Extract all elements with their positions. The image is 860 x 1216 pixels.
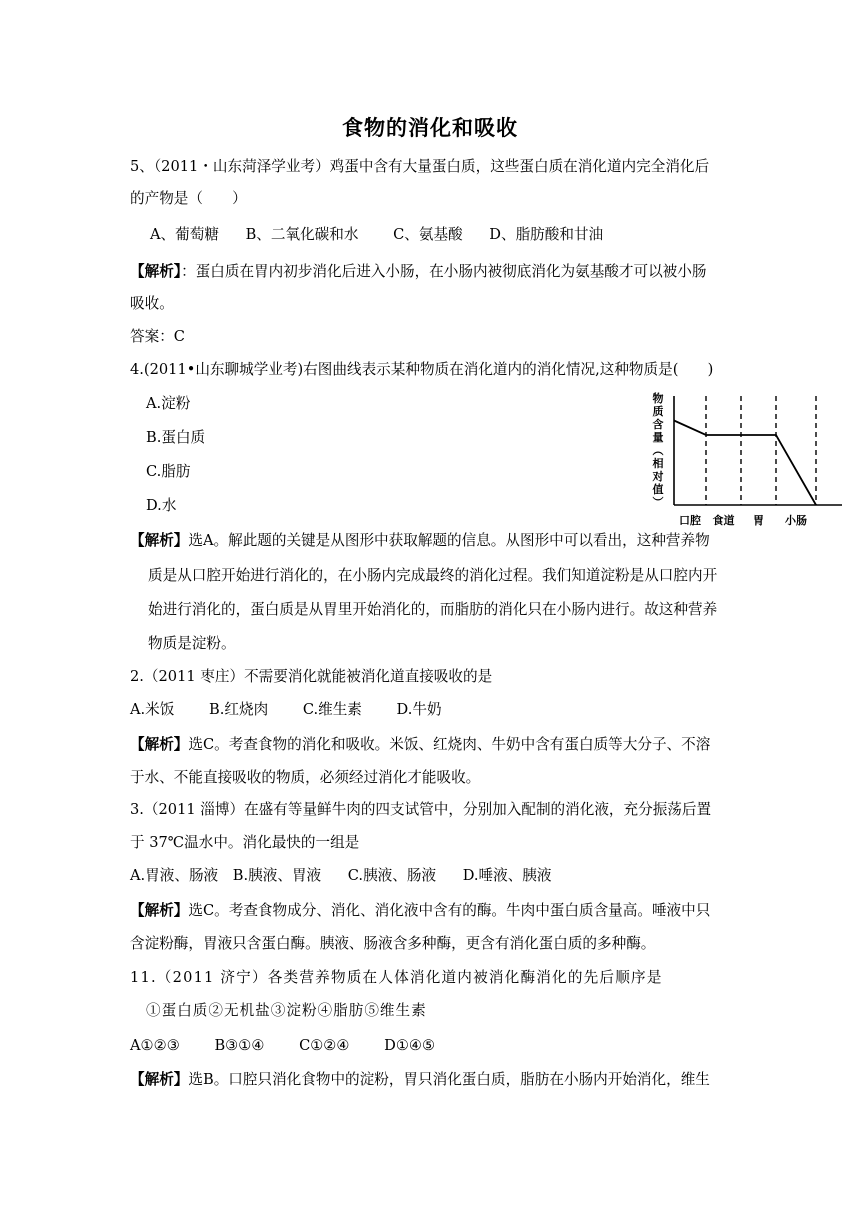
q5-option-d: D、脂肪酸和甘油 <box>489 226 604 243</box>
page-title: 食物的消化和吸收 <box>342 116 518 140</box>
q3-stem-line2: 于 37℃温水中。消化最快的一组是 <box>130 834 360 851</box>
q11-analysis-line1 <box>130 1070 710 1090</box>
q4-analysis-line1 <box>130 531 710 551</box>
q3-options <box>130 866 551 886</box>
q4-option-b: B.蛋白质 <box>146 429 206 446</box>
q11-items: ①蛋白质②无机盐③淀粉④脂肪⑤维生素 <box>146 1002 427 1019</box>
q4-option-a: A.淀粉 <box>146 395 191 412</box>
q3-option-d: D.唾液、胰液 <box>462 867 552 884</box>
q4-stem: 4.(2011•山东聊城学业考)右图曲线表示某种物质在消化道内的消化情况,这种物质是( ) <box>130 361 714 378</box>
q4-analysis-text: 选A。解此题的关键是从图形中获取解题的信息。从图形中可以看出，这种营养物 <box>188 532 710 549</box>
y-axis-label-char: 值 <box>652 483 664 496</box>
q5-option-c: C、氨基酸 <box>393 226 463 243</box>
q11-stem: 11.（2011 济宁）各类营养物质在人体消化道内被消化酶消化的先后顺序是 <box>130 969 663 986</box>
y-axis-label-char: 含 <box>652 418 664 431</box>
analysis-label: 【解析】 <box>130 532 189 549</box>
q5-options <box>150 225 603 245</box>
q2-options <box>130 700 442 720</box>
q2-option-c: C.维生素 <box>302 701 362 718</box>
q5-answer: 答案：C <box>130 328 185 345</box>
x-tick-label: 小肠 <box>785 514 807 527</box>
q3-option-c: C.胰液、肠液 <box>347 867 437 884</box>
q2-analysis-line2: 于水、不能直接吸收的物质，必须经过消化才能吸收。 <box>130 769 481 786</box>
q2-option-a: A.米饭 <box>130 701 175 718</box>
q11-options <box>130 1036 435 1056</box>
q3-stem-line1: 3.（2011 淄博）在盛有等量鲜牛肉的四支试管中，分别加入配制的消化液，充分振荡后置 <box>130 801 712 818</box>
q3-analysis-line2: 含淀粉酶，胃液只含蛋白酶。胰液、肠液含多种酶，更含有消化蛋白质的多种酶。 <box>130 935 656 952</box>
q5-analysis-text: ：蛋白质在胃内初步消化后进入小肠，在小肠内被彻底消化为氨基酸才可以被小肠 <box>181 263 707 280</box>
q11-option-c: C①②④ <box>299 1037 350 1054</box>
q3-option-a: A.胃液、肠液 <box>130 867 219 884</box>
q5-analysis-line1 <box>130 262 706 282</box>
q11-option-a: A①②③ <box>130 1037 180 1054</box>
q4-analysis-line2: 质是从口腔开始进行消化的，在小肠内完成最终的消化过程。我们知道淀粉是从口腔内开 <box>148 567 718 584</box>
x-tick-label: 口腔 <box>679 514 701 527</box>
q3-analysis-text: 选C。考查食物成分、消化、消化液中含有的酶。牛肉中蛋白质含量高。唾液中只 <box>188 902 711 919</box>
q11-option-d: D①④⑤ <box>384 1037 436 1054</box>
q3-analysis-line1 <box>130 901 710 921</box>
q4-option-d: D.水 <box>146 497 177 514</box>
y-axis-label-char: 相 <box>652 457 664 470</box>
q2-analysis-line1 <box>130 735 710 755</box>
x-tick-label: 食道 <box>712 514 735 527</box>
q5-option-b: B、二氧化碳和水 <box>245 226 359 243</box>
q2-analysis-text: 选C。考查食物的消化和吸收。米饭、红烧肉、牛奶中含有蛋白质等大分子、不溶 <box>188 736 711 753</box>
q3-option-b: B.胰液、胃液 <box>232 867 322 884</box>
q4-option-c: C.脂肪 <box>146 463 191 480</box>
analysis-label: 【解析】 <box>130 1071 189 1088</box>
y-axis-label-char: ︶ <box>652 496 664 509</box>
analysis-label: 【解析】 <box>130 902 189 919</box>
digestion-curve-chart <box>646 390 846 530</box>
analysis-label: 【解析】 <box>130 736 189 753</box>
y-axis-label-char: 质 <box>652 405 664 418</box>
y-axis-label-char: 量 <box>652 431 664 444</box>
q5-analysis-line2: 吸收。 <box>130 295 174 312</box>
q5-stem-line1: 5、（2011・山东菏泽学业考）鸡蛋中含有大量蛋白质，这些蛋白质在消化道内完全消化后 <box>130 158 710 175</box>
q2-option-d: D.牛奶 <box>396 701 442 718</box>
q4-analysis-line4: 物质是淀粉。 <box>148 635 236 652</box>
q4-analysis-line3: 始进行消化的，蛋白质是从胃里开始消化的，而脂肪的消化只在小肠内进行。故这种营养 <box>148 601 718 618</box>
x-tick-label: 胃 <box>753 514 764 527</box>
q2-option-b: B.红烧肉 <box>209 701 269 718</box>
y-axis-label <box>652 391 664 509</box>
series-line <box>674 421 816 506</box>
y-axis-label-char: ︵ <box>652 444 664 457</box>
q2-stem: 2.（2011 枣庄）不需要消化就能被消化道直接吸收的是 <box>130 668 493 685</box>
y-axis-label-char: 物 <box>652 392 664 405</box>
y-axis-label-char: 对 <box>652 470 664 483</box>
analysis-label: 【解析】 <box>130 263 182 280</box>
q11-analysis-text: 选B。口腔只消化食物中的淀粉，胃只消化蛋白质，脂肪在小肠内开始消化，维生 <box>188 1071 710 1088</box>
q11-option-b: B③①④ <box>214 1037 265 1054</box>
q5-stem-line2: 的产物是（ ） <box>130 190 247 207</box>
q5-option-a: A、葡萄糖 <box>150 226 219 243</box>
